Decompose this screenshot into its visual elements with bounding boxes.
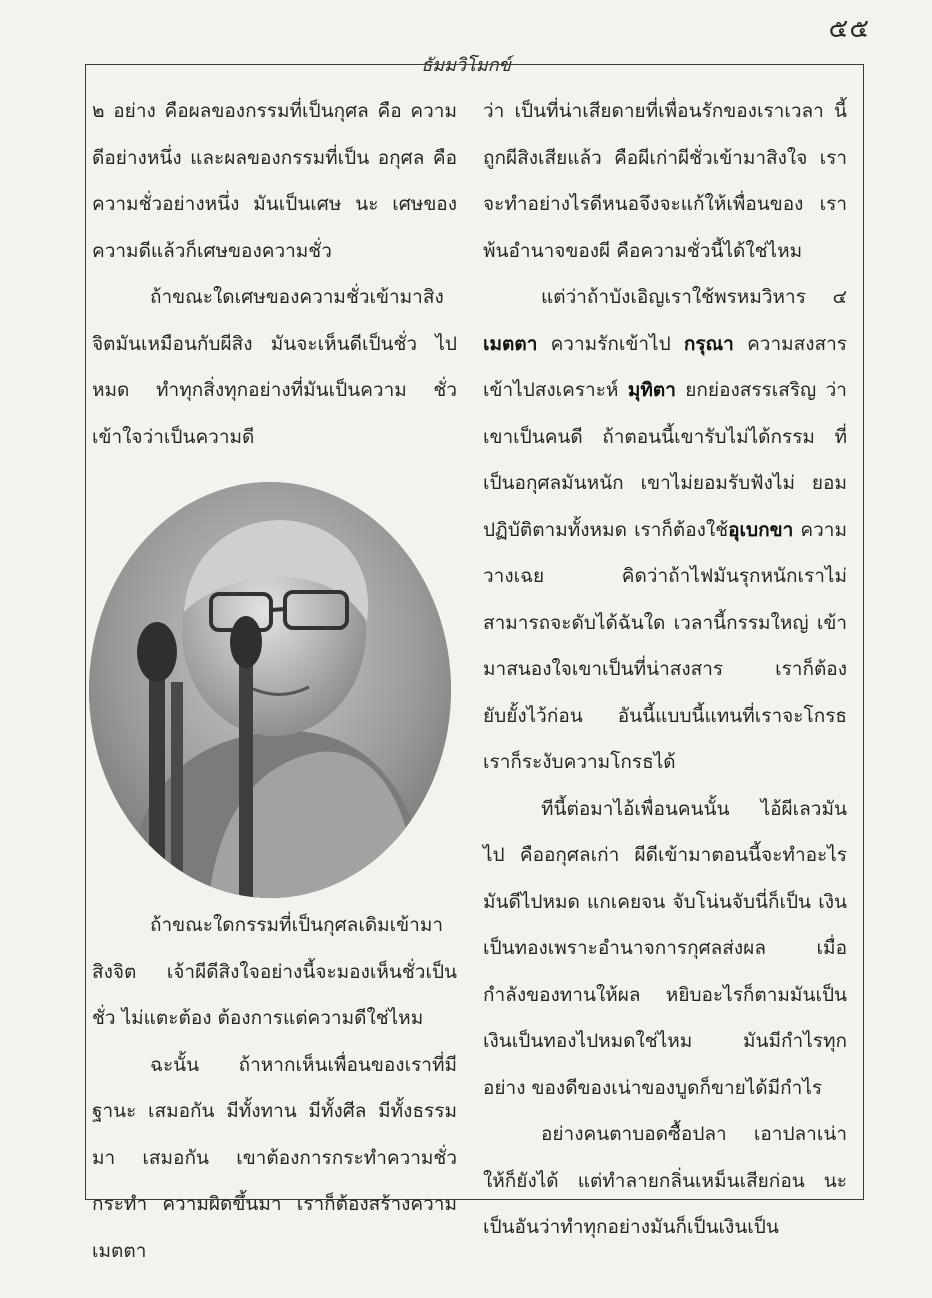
right-paragraph-2-text-5: ความวางเฉย คิดว่าถ้าไฟมันรุกหนักเราไม่ สามารถจะดับได้ฉันใด เวลานี้กรรมใหญ่ เข้ามาสนองใจเขาเป็นที่น่าสงสาร เราก็ต้อง ยับยั้งไว้ก่อน อันนี้แบบนี้แทนที่เราจะโกรธ เราก็ระงับความโกรธได้	[483, 518, 847, 773]
right-paragraph-2-text-4: ยกย่องสรรเสริญ ว่าเขาเป็นคนดี ถ้าตอนนี้เขารับไม่ได้กรรม ที่เป็นอกุศลมันหนัก เขาไม่ยอมรับฟังไม่ ยอมปฏิบัติตามทั้งหมด เราก็ต้องใช้	[483, 379, 847, 541]
right-paragraph-3: ทีนี้ต่อมาไอ้เพื่อนคนนั้น ไอ้ผีเลวมัน ไป คืออกุศลเก่า ผีดีเข้ามาตอนนี้จะทำอะไร มันดีไปหมด แกเคยจน จับโน่นจับนี่ก็เป็น เงินเป็นทองเพราะอำนาจการกุศลส่งผล เมื่อ กำลังของทานให้ผล หยิบอะไรก็ตามมันเป็น เงินเป็นทองไปหมดใช่ไหม มันมีกำไรทุก อย่าง ของดีของเน่าของบูดก็ขายได้มีกำไร	[483, 797, 847, 1099]
left-paragraph-3: ถ้าขณะใดกรรมที่เป็นกุศลเดิมเข้ามา สิงจิต เจ้าผีดีสิงใจอย่างนี้จะมองเห็นชั่วเป็น ชั่ว ไม่แตะต้อง ต้องการแต่ความดีใช่ไหม	[92, 914, 457, 1029]
left-column	[92, 88, 457, 1274]
right-paragraph-2	[483, 274, 847, 786]
monk-portrait-image	[89, 482, 451, 898]
right-paragraph-2-text-2: ความรักเข้าไป	[537, 332, 684, 355]
term-mudita: มุทิตา	[627, 379, 676, 401]
running-title-text: ธัมมวิโมกข์	[413, 55, 519, 76]
right-paragraph-1: ว่า เป็นที่น่าเสียดายที่เพื่อนรักของเราเวลา นี้ถูกผีสิงเสียแล้ว คือผีเก่าผีชั่วเข้ามาสิงใจ เราจะทำอย่างไรดีหนอจึงจะแก้ให้เพื่อนของ เราพ้นอำนาจของผี คือความชั่วนี้ได้ใช่ไหม	[483, 100, 847, 262]
left-paragraph-1: ๒ อย่าง คือผลของกรรมที่เป็นกุศล คือ ความดีอย่างหนึ่ง และผลของกรรมที่เป็น อกุศล คือความชั่วอย่างหนึ่ง มันเป็นเศษ นะ เศษของความดีแล้วก็เศษของความชั่ว	[92, 100, 457, 262]
right-column	[483, 88, 847, 1251]
page-number: ๕๕	[828, 14, 870, 44]
portrait-illustration	[89, 482, 451, 898]
term-karuna: กรุณา	[683, 332, 734, 355]
right-paragraph-4: อย่างคนตาบอดซื้อปลา เอาปลาเน่า ให้ก็ยังได้ แต่ทำลายกลิ่นเหม็นเสียก่อน นะ เป็นอันว่าทำทุกอย่างมันก็เป็นเงินเป็น	[483, 1123, 847, 1238]
right-paragraph-2-text-3: ความสงสาร เข้าไปสงเคราะห์	[483, 332, 847, 401]
left-paragraph-2: ถ้าขณะใดเศษของความชั่วเข้ามาสิง จิตมันเหมือนกับผีสิง มันจะเห็นดีเป็นชั่ว ไปหมด ทำทุกสิ่งทุกอย่างที่มันเป็นความ ชั่วเข้าใจว่าเป็นความดี	[92, 286, 457, 448]
term-upekkha: อุเบกขา	[728, 518, 794, 541]
right-paragraph-2-text-1: แต่ว่าถ้าบังเอิญเราใช้พรหมวิหาร ๔	[541, 286, 847, 308]
term-metta: เมตตา	[483, 332, 538, 355]
left-paragraph-4: ฉะนั้น ถ้าหากเห็นเพื่อนของเราที่มีฐานะ เสมอกัน มีทั้งทาน มีทั้งศีล มีทั้งธรรมมา เสมอกัน เขาต้องการกระทำความชั่วกระทำ ความผิดขึ้นมา เราก็ต้องสร้างความเมตตา	[92, 1053, 457, 1262]
left-after-image	[92, 902, 457, 1274]
